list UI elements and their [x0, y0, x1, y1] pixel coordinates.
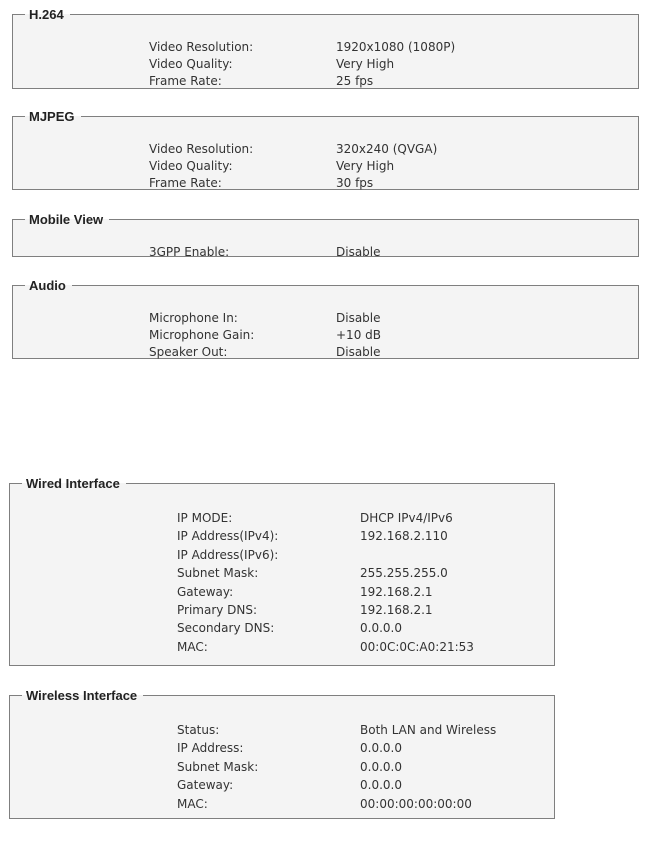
info-label: Secondary DNS: [177, 621, 275, 636]
info-label: IP Address(IPv6): [177, 547, 279, 562]
info-row-subnet-mask [10, 564, 554, 582]
info-label: IP Address: [177, 741, 244, 756]
info-value: Disable [336, 311, 381, 325]
wireless-interface-rows [10, 721, 554, 813]
info-label: Video Quality: [149, 159, 233, 173]
info-value: 00:00:00:00:00:00 [360, 796, 472, 811]
info-label: Frame Rate: [149, 74, 222, 88]
info-value: 192.168.2.1 [360, 584, 433, 599]
info-label: Speaker Out: [149, 345, 228, 359]
info-value: 255.255.255.0 [360, 566, 448, 581]
h264-rows [13, 39, 638, 90]
info-value: 00:0C:0C:A0:21:53 [360, 639, 474, 654]
info-value: 30 fps [336, 176, 374, 190]
info-value: Both LAN and Wireless [360, 723, 497, 737]
info-label: Gateway: [177, 778, 234, 793]
info-row-subnet-mask [10, 758, 554, 776]
info-row-speaker-out [13, 344, 638, 361]
info-label: Status: [177, 723, 220, 737]
info-label: 3GPP Enable: [149, 245, 230, 259]
info-label: IP MODE: [177, 511, 233, 525]
info-value: 1920x1080 (1080P) [336, 40, 456, 54]
info-value: +10 dB [336, 328, 381, 342]
info-row-mac [10, 795, 554, 813]
info-label: MAC: [177, 796, 208, 811]
info-value: 0.0.0.0 [360, 621, 402, 636]
info-row-video-resolution [13, 39, 638, 56]
info-row-secondary-dns [10, 619, 554, 637]
info-value: 320x240 (QVGA) [336, 142, 438, 156]
info-label: Microphone Gain: [149, 328, 255, 342]
info-label: Primary DNS: [177, 602, 258, 617]
info-row-frame-rate [13, 73, 638, 90]
mjpeg-rows [13, 141, 638, 192]
wireless-interface-panel [9, 689, 555, 819]
info-row-status [10, 721, 554, 739]
h264-panel [12, 8, 639, 89]
info-value: DHCP IPv4/IPv6 [360, 511, 453, 525]
info-label: Video Resolution: [149, 142, 254, 156]
audio-panel [12, 279, 639, 359]
info-row-ip-address [10, 739, 554, 757]
info-row-video-quality [13, 158, 638, 175]
info-label: Video Quality: [149, 57, 233, 71]
info-label: Subnet Mask: [177, 566, 259, 581]
h264-legend: H.264 [29, 7, 64, 22]
info-row-3gpp-enable [13, 244, 638, 261]
mjpeg-panel [12, 110, 639, 190]
info-row-microphone-in [13, 310, 638, 327]
info-value: Very High [336, 57, 395, 71]
info-label: IP Address(IPv4): [177, 529, 279, 544]
info-label: MAC: [177, 639, 208, 654]
info-value: 192.168.2.110 [360, 529, 448, 544]
info-value: 0.0.0.0 [360, 759, 402, 774]
info-row-video-quality [13, 56, 638, 73]
info-value: 0.0.0.0 [360, 778, 402, 793]
info-value: Very High [336, 159, 395, 173]
info-label: Microphone In: [149, 311, 238, 325]
info-row-gateway [10, 776, 554, 794]
wireless-interface-legend: Wireless Interface [26, 688, 138, 703]
info-label: Frame Rate: [149, 176, 222, 190]
info-value: 0.0.0.0 [360, 741, 402, 756]
info-row-frame-rate [13, 175, 638, 192]
info-row-microphone-gain [13, 327, 638, 344]
info-value: 25 fps [336, 74, 374, 88]
info-value: Disable [336, 245, 381, 259]
info-label: Video Resolution: [149, 40, 254, 54]
info-label: Gateway: [177, 584, 234, 599]
mobile-view-legend: Mobile View [29, 212, 104, 227]
mjpeg-legend: MJPEG [29, 109, 75, 124]
info-row-gateway [10, 583, 554, 601]
info-row-ipv4-address [10, 527, 554, 545]
info-row-primary-dns [10, 601, 554, 619]
info-value: 192.168.2.1 [360, 602, 433, 617]
info-row-mac [10, 638, 554, 656]
info-row-ip-mode [10, 509, 554, 527]
info-row-ipv6-address [10, 546, 554, 564]
wired-interface-panel [9, 477, 555, 666]
audio-legend: Audio [29, 278, 66, 293]
info-label: Subnet Mask: [177, 759, 259, 774]
info-row-video-resolution [13, 141, 638, 158]
info-value: Disable [336, 345, 381, 359]
audio-rows [13, 310, 638, 361]
wired-interface-legend: Wired Interface [26, 476, 120, 491]
mobile-view-panel [12, 213, 639, 257]
wired-interface-rows [10, 509, 554, 656]
mobile-view-rows [13, 244, 638, 261]
